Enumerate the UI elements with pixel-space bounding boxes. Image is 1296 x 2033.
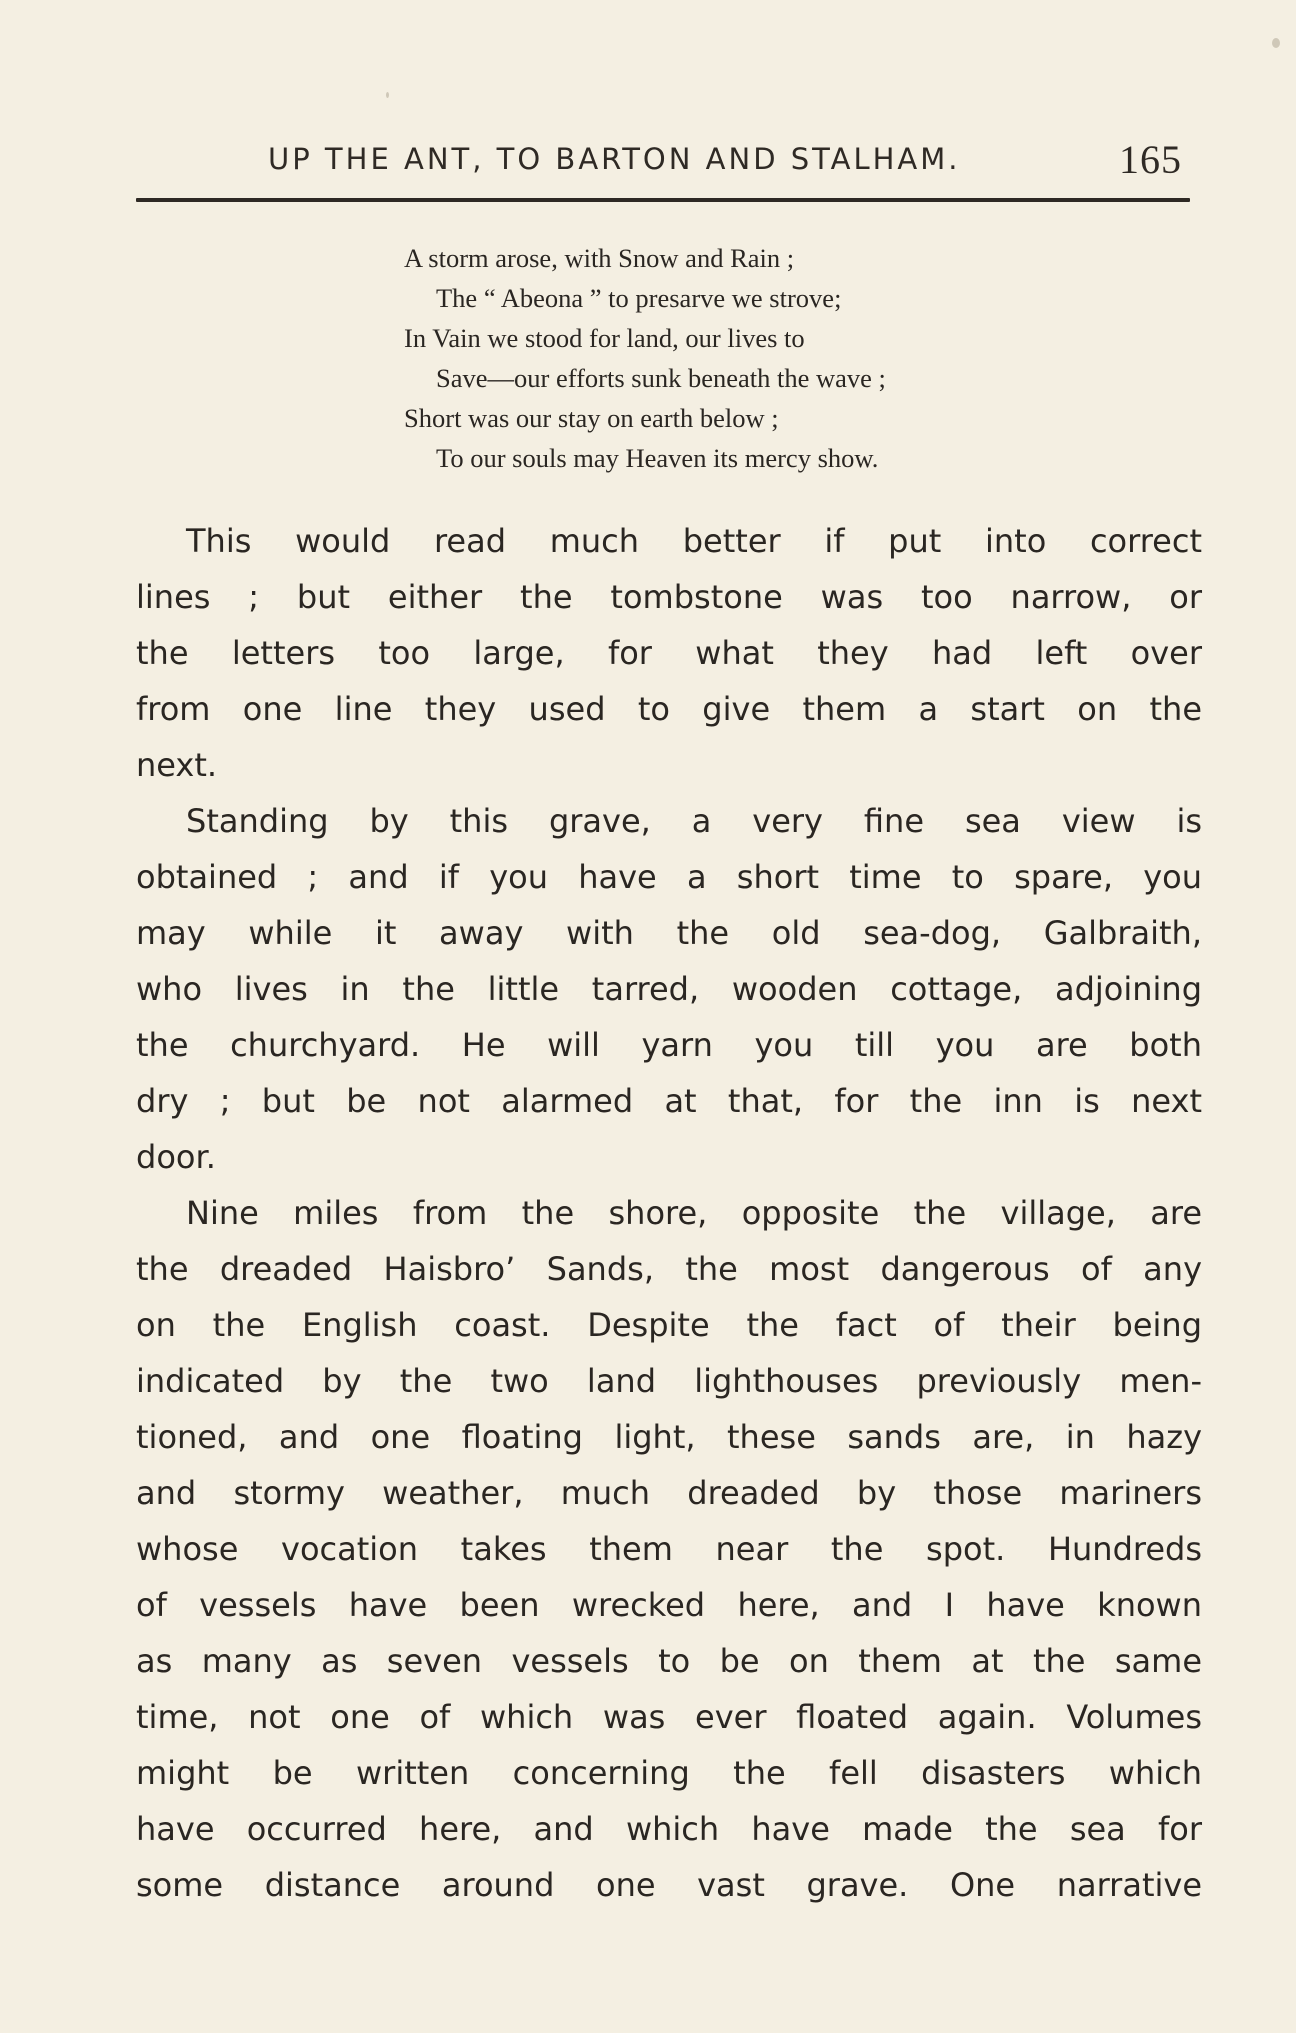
epitaph-line: The “ Abeona ” to presarve we strove; [436, 283, 842, 313]
body-text [136, 513, 1202, 1913]
text-line: obtained ; and if you have a short time to spare, you [136, 858, 1202, 896]
text-line: next. [136, 746, 218, 784]
text-line: tioned, and one floating light, these sands are, in hazy [136, 1418, 1202, 1456]
running-head: UP THE ANT, TO BARTON AND STALHAM. [268, 142, 961, 176]
text-line: door. [136, 1138, 216, 1176]
text-line: This would read much better if put into correct [186, 522, 1202, 560]
paper-speck [1272, 38, 1280, 48]
text-line: dry ; but be not alarmed at that, for the inn is next [136, 1082, 1202, 1120]
paper-speck [386, 92, 389, 98]
text-line: Nine miles from the shore, opposite the village, are [186, 1194, 1202, 1232]
epitaph-verse [404, 238, 1104, 478]
text-line: Standing by this grave, a very fine sea view is [186, 802, 1202, 840]
page-number: 165 [1119, 137, 1182, 182]
text-line: the churchyard. He will yarn you till you are both [136, 1026, 1202, 1064]
epitaph-line: A storm arose, with Snow and Rain ; [404, 243, 795, 273]
text-line: might be written concerning the fell disasters which [136, 1754, 1202, 1792]
text-line: and stormy weather, much dreaded by those mariners [136, 1474, 1202, 1512]
text-line: may while it away with the old sea-dog, Galbraith, [136, 914, 1202, 952]
epitaph-line: To our souls may Heaven its mercy show. [436, 443, 879, 473]
header-rule [136, 198, 1190, 202]
text-line: of vessels have been wrecked here, and I have known [136, 1586, 1202, 1624]
text-line: from one line they used to give them a start on the [136, 690, 1202, 728]
text-line: have occurred here, and which have made the sea for [136, 1810, 1202, 1848]
text-line: on the English coast. Despite the fact of their being [136, 1306, 1202, 1344]
epitaph-line: Short was our stay on earth below ; [404, 403, 779, 433]
text-line: some distance around one vast grave. One narrative [136, 1866, 1202, 1904]
text-line: whose vocation takes them near the spot. Hundreds [136, 1530, 1202, 1568]
epitaph-line: In Vain we stood for land, our lives to [404, 323, 805, 353]
text-line: indicated by the two land lighthouses previously men- [136, 1362, 1202, 1400]
page-header [136, 138, 1182, 188]
text-line: as many as seven vessels to be on them at the same [136, 1642, 1202, 1680]
text-line: the dreaded Haisbro’ Sands, the most dangerous of any [136, 1250, 1202, 1288]
text-line: the letters too large, for what they had left over [136, 634, 1202, 672]
epitaph-line: Save—our efforts sunk beneath the wave ; [436, 363, 886, 393]
text-line: time, not one of which was ever floated again. Volumes [136, 1698, 1202, 1736]
text-line: lines ; but either the tombstone was too narrow, or [136, 578, 1202, 616]
text-line: who lives in the little tarred, wooden cottage, adjoining [136, 970, 1202, 1008]
